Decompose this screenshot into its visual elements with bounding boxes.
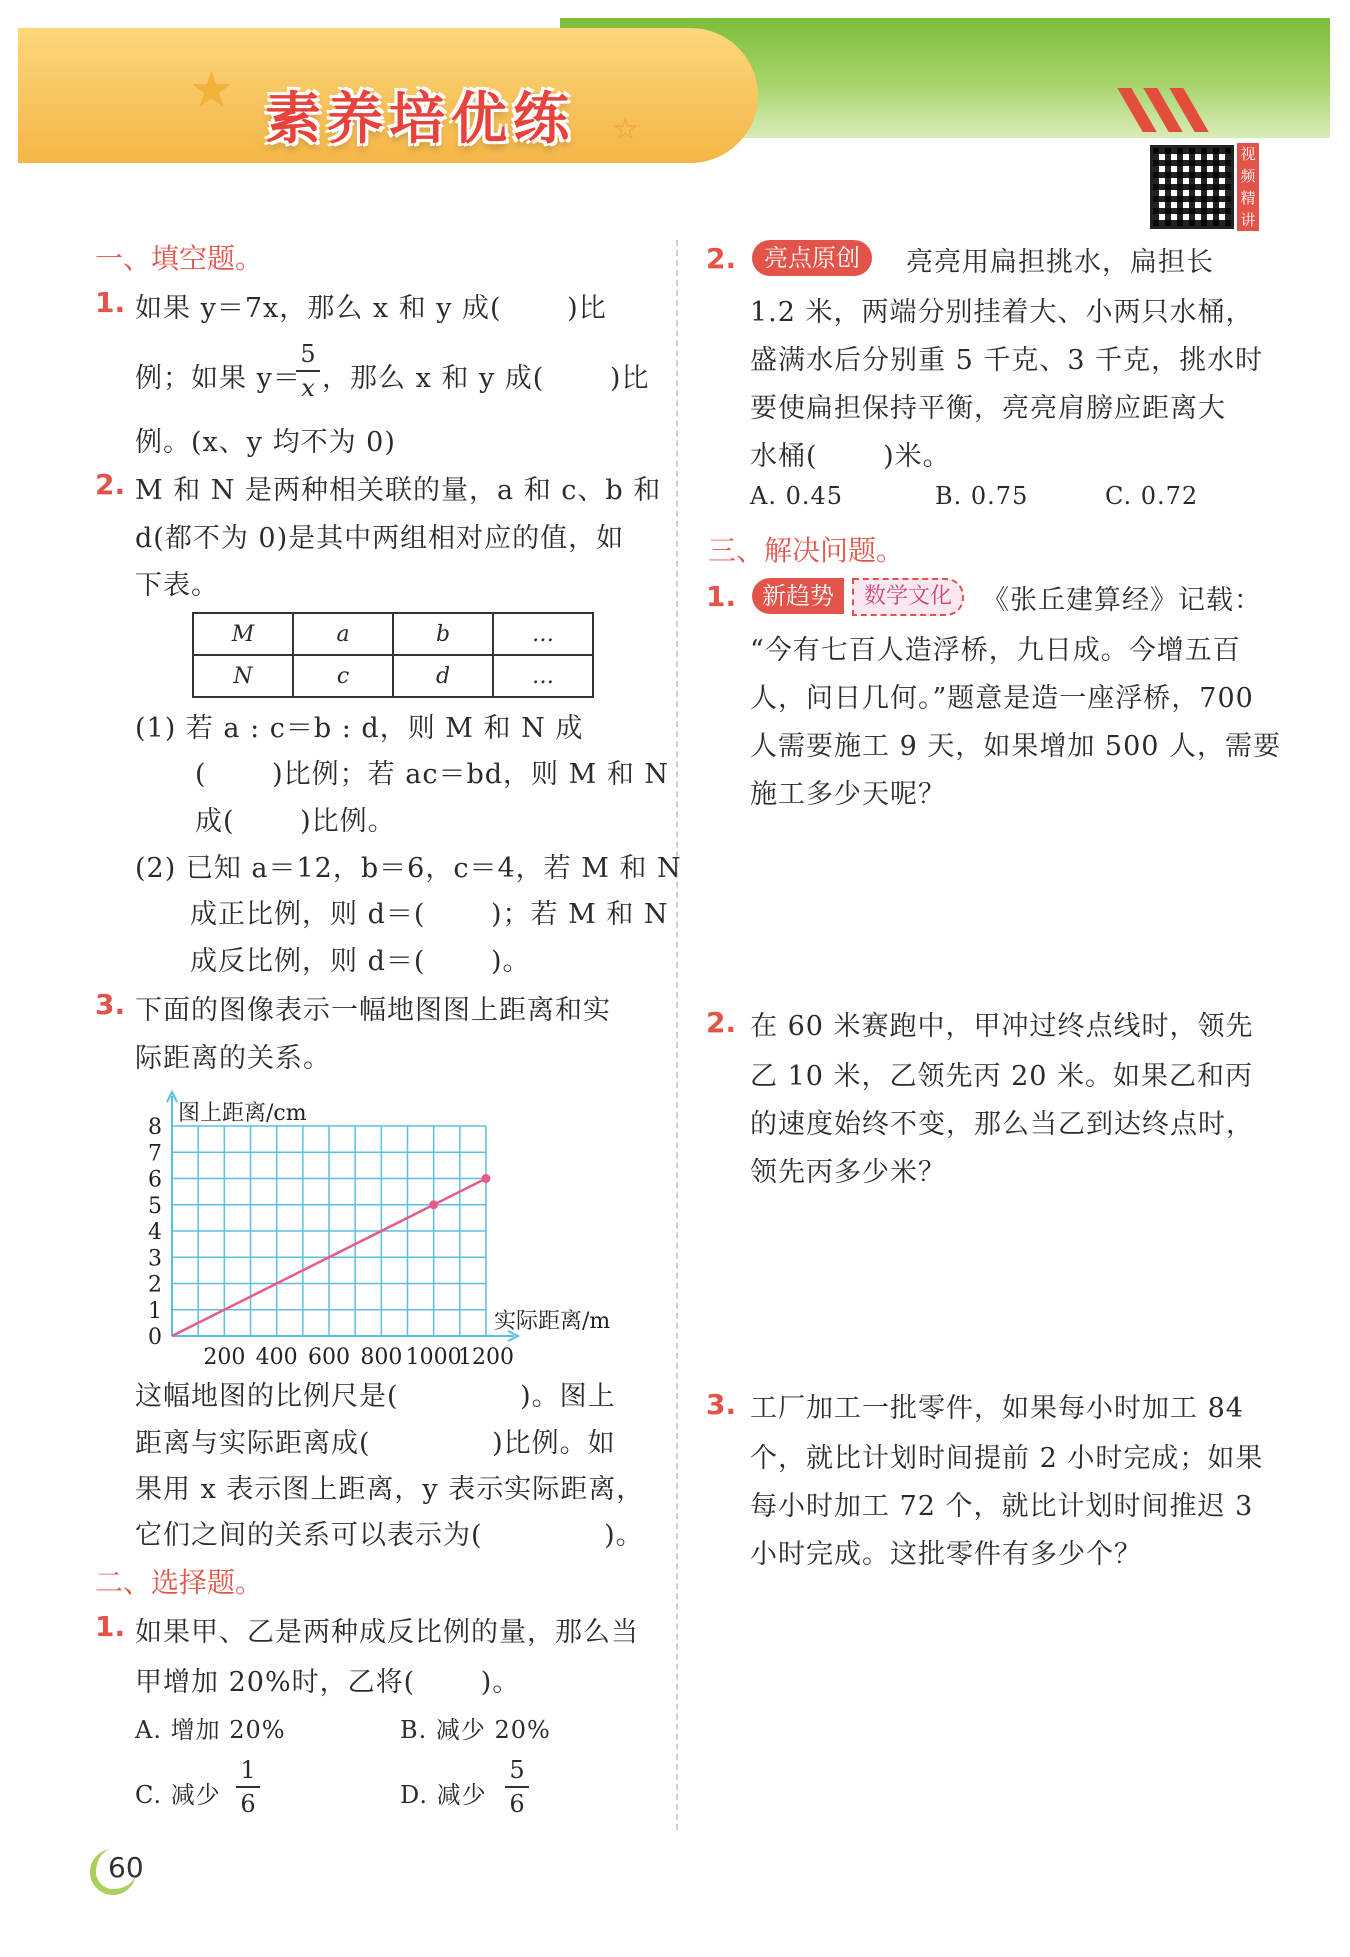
question-number: 1. [95,286,126,319]
question-text: 的速度始终不变，那么当乙到达终点时， [750,1109,1254,1140]
question-number: 3. [706,1388,737,1421]
question-text: 果用 x 表示图上距离，y 表示实际距离， [135,1474,645,1505]
question-text: 际距离的关系。 [135,1043,331,1074]
math-culture-badge: 数学文化 [852,578,964,616]
fraction-bar [505,1786,529,1788]
sub-question-text: 成( )比例。 [195,806,396,837]
page-title: 素养培优练 [265,87,575,152]
y-tick-label: 1 [148,1298,162,1324]
fraction-denominator: x [301,374,315,402]
question-text: 这幅地图的比例尺是( )。图上 [135,1381,616,1412]
table-cell: … [493,613,593,655]
question-text: 距离与实际距离成( )比例。如 [135,1428,616,1459]
question-text: d(都不为 0)是其中两组相对应的值，如 [135,523,625,554]
section-heading-fill-blank: 一、填空题。 [95,242,264,275]
question-text: “今有七百人造浮桥，九日成。今增五百 [750,635,1241,666]
option-a: A. 增加 20% [135,1716,286,1744]
page-number-text: 60 [108,1851,144,1884]
y-tick-label: 0 [148,1325,162,1350]
table-cell: N [193,655,293,697]
x-tick-label: 600 [308,1345,350,1370]
question-text: M 和 N 是两种相关联的量，a 和 c、b 和 [135,475,662,506]
section-heading-choice: 二、选择题。 [95,1566,264,1599]
question-text: 人需要施工 9 天，如果增加 500 人，需要 [750,731,1282,762]
sub-question-text: 成反比例，则 d＝( )。 [190,946,531,977]
sub-question-text: ( )比例；若 ac＝bd，则 M 和 N [195,759,670,790]
x-tick-label: 1000 [405,1345,462,1370]
option-b: B. 0.75 [935,482,1029,510]
question-text: 下表。 [135,570,219,601]
fraction [236,1756,260,1818]
section-heading-problem-solving: 三、解决问题。 [708,534,905,567]
table-cell: M [193,613,293,655]
question-text: 小时完成。这批零件有多少个？ [750,1539,1142,1570]
y-tick-label: 7 [148,1141,162,1167]
option-a: A. 0.45 [750,482,844,510]
table-cell: a [293,613,393,655]
qr-label: 视频精讲 [1237,143,1259,231]
new-trend-badge: 新趋势 [752,578,844,614]
x-tick-label: 400 [255,1345,298,1370]
x-tick-label: 200 [203,1345,246,1370]
question-text: 甲增加 20%时，乙将( )。 [135,1667,521,1698]
question-text: 如果 y＝7x，那么 x 和 y 成( )比 [135,293,607,324]
question-text: 乙 10 米，乙领先丙 20 米。如果乙和丙 [750,1061,1254,1092]
question-text: 《张丘建算经》记载： [982,585,1262,616]
x-tick-label: 800 [360,1345,403,1370]
question-number: 2. [706,1006,737,1039]
page-number [90,1845,146,1891]
table-cell: d [393,655,493,697]
y-tick-label: 2 [148,1272,162,1298]
question-text: 领先丙多少米？ [750,1157,946,1188]
star-icon: ☆ [612,112,639,147]
question-text: 下面的图像表示一幅地图图上距离和实 [135,995,611,1026]
question-number: 2. [706,242,737,275]
fraction-bar [236,1786,260,1788]
question-text: 如果甲、乙是两种成反比例的量，那么当 [135,1617,639,1648]
y-axis-label: 图上距离/cm [178,1101,307,1126]
question-text: 它们之间的关系可以表示为( )。 [135,1520,644,1551]
question-text: ，那么 x 和 y 成( )比 [322,363,650,394]
fraction-numerator: 5 [300,340,316,368]
question-number: 3. [95,988,126,1021]
y-tick-label: 3 [148,1246,162,1272]
question-text: 盛满水后分别重 5 千克、3 千克，挑水时 [750,345,1264,376]
question-text: 每小时加工 72 个，就比计划时间推迟 3 [750,1491,1254,1522]
question-number: 1. [706,580,737,613]
y-tick-label: 8 [148,1115,162,1140]
y-tick-label: 6 [148,1167,162,1193]
fraction-numerator: 1 [240,1756,256,1784]
fraction [505,1756,529,1818]
question-text: 例；如果 y＝ [135,363,301,394]
fraction-numerator: 5 [509,1756,525,1784]
question-text: 1.2 米，两端分别挂着大、小两只水桶， [750,297,1254,328]
option-b: B. 减少 20% [400,1716,551,1744]
question-text: 例。(x、y 均不为 0) [135,427,396,458]
fraction-denominator: 6 [509,1790,525,1818]
question-text: 人，问日几何。”题意是造一座浮桥，700 [750,683,1254,714]
x-axis-label: 实际距离/m [494,1309,611,1334]
option-c: C. 减少 [135,1781,221,1809]
sub-question-text: (1) 若 a : c＝b : d，则 M 和 N 成 [135,713,584,744]
star-icon: ★ [190,62,234,118]
table-cell: b [393,613,493,655]
table-cell: c [293,655,393,697]
question-text: 亮亮用扁担挑水，扁担长 [906,247,1214,278]
option-c: C. 0.72 [1105,482,1199,510]
y-tick-label: 5 [148,1193,162,1219]
question-text: 工厂加工一批零件，如果每小时加工 84 [750,1393,1244,1424]
question-text: 施工多少天呢？ [750,779,946,810]
sub-question-text: 成正比例，则 d＝( )；若 M 和 N [190,899,669,930]
highlight-original-badge: 亮点原创 [752,240,872,276]
question-number: 1. [95,1610,126,1643]
fraction-denominator: 6 [240,1790,256,1818]
table-cell: … [493,655,593,697]
data-point [482,1174,491,1183]
data-point [429,1200,438,1209]
question-text: 个，就比计划时间提前 2 小时完成；如果 [750,1443,1264,1474]
question-number: 2. [95,468,126,501]
option-d: D. 减少 [400,1781,487,1809]
question-text: 要使扁担保持平衡，亮亮肩膀应距离大 [750,393,1226,424]
x-tick-label: 1200 [458,1345,514,1370]
sub-question-text: (2) 已知 a＝12，b＝6，c＝4，若 M 和 N [135,853,682,884]
question-text: 水桶( )米。 [750,441,951,472]
question-text: 在 60 米赛跑中，甲冲过终点线时，领先 [750,1011,1254,1042]
y-tick-label: 4 [148,1220,162,1245]
